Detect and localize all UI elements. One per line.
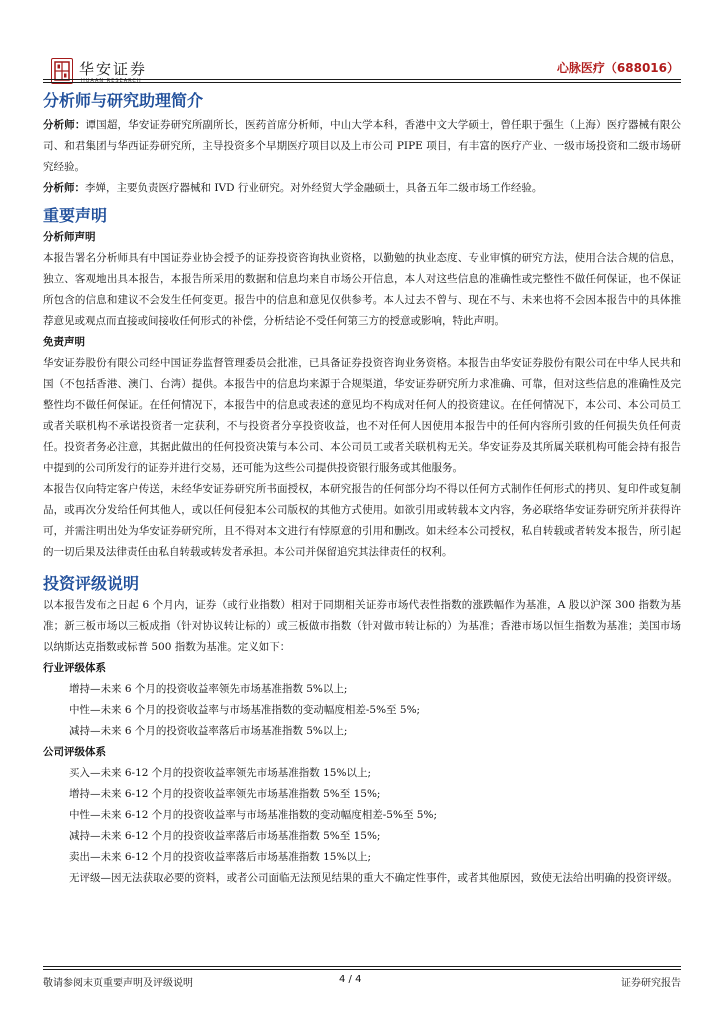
footer-rule-thin bbox=[43, 969, 681, 970]
report-type: 证券研究报告 bbox=[621, 978, 681, 989]
norating-prefix: 无评级— bbox=[69, 872, 111, 884]
rating-item: 卖出—未来 6-12 个月的投资收益率落后市场基准指数 15%以上; bbox=[69, 851, 371, 863]
rating-item: 减持—未来 6 个月的投资收益率落后市场基准指数 5%以上; bbox=[69, 725, 348, 737]
rating-item: 买入—未来 6-12 个月的投资收益率领先市场基准指数 15%以上; bbox=[69, 767, 371, 779]
page-body bbox=[43, 90, 681, 889]
analyst-bio bbox=[43, 178, 681, 199]
header-rule-thin bbox=[43, 82, 681, 83]
company-rating-list bbox=[43, 763, 681, 889]
disclaimer-section-title: 重要声明 bbox=[43, 206, 108, 225]
analyst-text: 李婵，主要负责医疗器械和 IVD 行业研究。对外经贸大学金融硕士，具备五年二级市场工作经验。 bbox=[85, 182, 543, 194]
analyst-statement-text: 本报告署名分析师具有中国证券业协会授予的证券投资咨询执业资格，以勤勉的执业态度、专业审慎的研究方法，使用合法合规的信息，独立、客观地出具本报告，本报告所采用的数据和信息均来自市场公开信息，本人对这些信息的准确性或完整性不做任何保证，也不保证所包含的信息和建议不会发生任何变更。报告中的信息和意见仅供参考。本人过去不曾与、现在不与、未来也将不会因本报告中的具体推荐意见或观点而直接或间接收任何形式的补偿，分析结论不受任何第三方的授意或影响，特此声明。 bbox=[43, 252, 681, 327]
company-rating-title: 公司评级体系 bbox=[43, 746, 106, 758]
exemption-title: 免责声明 bbox=[43, 336, 85, 348]
logo-text: 华安证券 bbox=[79, 60, 148, 78]
page-number: 4 / 4 bbox=[339, 974, 362, 985]
analysts-section-title: 分析师与研究助理简介 bbox=[43, 91, 204, 110]
analyst-label: 分析师： bbox=[43, 119, 86, 131]
page-footer bbox=[43, 966, 681, 996]
rating-item: 中性—未来 6 个月的投资收益率与市场基准指数的变动幅度相差-5%至 5%; bbox=[69, 704, 421, 716]
exemption-paragraph-1: 华安证券股份有限公司经中国证券监督管理委员会批准，已具备证券投资咨询业务资格。本报告由华安证券股份有限公司在中华人民共和国（不包括香港、澳门、台湾）提供。本报告中的信息均来源于合规渠道，华安证券研究所力求准确、可靠，但对这些信息的准确性及完整性均不做任何保证。在任何情况下，本报告中的信息或表述的意见均不构成对任何人的投资建议。在任何情况下，本公司、本公司员工或者关联机构不承诺投资者一定获利，不与投资者分享投资收益，也不对任何人因使用本报告中的任何内容所引致的任何损失负任何责任。投资者务必注意，其据此做出的任何投资决策与本公司、本公司员工或者关联机构无关。华安证券及其所属关联机构可能会持有报告中提到的公司所发行的证券并进行交易，还可能为这些公司提供投资银行服务或其他服务。 bbox=[43, 357, 681, 474]
rating-item: 中性—未来 6-12 个月的投资收益率与市场基准指数的变动幅度相差-5%至 5%; bbox=[69, 809, 438, 821]
logo-seal-icon bbox=[51, 58, 73, 84]
analyst-bio bbox=[43, 112, 681, 178]
analyst-label: 分析师： bbox=[43, 182, 85, 194]
footer-notice: 敬请参阅末页重要声明及评级说明 bbox=[43, 978, 193, 989]
industry-rating-title: 行业评级体系 bbox=[43, 662, 106, 674]
rating-item-norating bbox=[43, 868, 681, 889]
rating-item: 增持—未来 6-12 个月的投资收益率领先市场基准指数 5%至 15%; bbox=[69, 788, 381, 800]
norating-text: 因无法获取必要的资料，或者公司面临无法预见结果的重大不确定性事件，或者其他原因，致使无法给出明确的投资评级。 bbox=[111, 872, 678, 884]
exemption-paragraph-2: 本报告仅向特定客户传送，未经华安证券研究所书面授权，本研究报告的任何部分均不得以任何方式制作任何形式的拷贝、复印件或复制品，或再次分发给任何其他人，或以任何侵犯本公司版权的其他方式使用。如欲引用或转载本文内容，务必联络华安证券研究所并获得许可，并需注明出处为华安证券研究所，且不得对本文进行有悖原意的引用和删改。如未经本公司授权，私自转载或者转发本报告，所引起的一切后果及法律责任由私自转载或转发者承担。本公司并保留追究其法律责任的权利。 bbox=[43, 483, 681, 558]
ratings-section-title: 投资评级说明 bbox=[43, 574, 140, 593]
logo-subtext: HUAAN RESEARCH bbox=[81, 78, 142, 84]
analyst-text: 谭国超，华安证券研究所副所长，医药首席分析师，中山大学本科，香港中文大学硕士，曾任职于强生（上海）医疗器械有限公司、和君集团与华西证券研究所，主导投资多个早期医疗项目以及上市公司 PIPE 项目，有丰富的医疗产业、一级市场投资和二级市场研究经验。 bbox=[43, 119, 682, 173]
ratings-intro: 以本报告发布之日起 6 个月内，证券（或行业指数）相对于同期相关证券市场代表性指数的涨跌幅作为基准，A 股以沪深 300 指数为基准；新三板市场以三板成指（针对协议转让标的）或三板做市指数（针对做市转让标的）为基准；香港市场以恒生指数为基准；美国市场以纳斯达克指数或标普 500 指数为基准。定义如下： bbox=[43, 599, 681, 653]
rating-item: 减持—未来 6-12 个月的投资收益率落后市场基准指数 5%至 15%; bbox=[69, 830, 381, 842]
analyst-statement-title: 分析师声明 bbox=[43, 231, 96, 243]
footer-rule bbox=[43, 966, 681, 967]
header-rule bbox=[43, 79, 681, 80]
industry-rating-list bbox=[43, 679, 681, 742]
rating-item: 增持—未来 6 个月的投资收益率领先市场基准指数 5%以上; bbox=[69, 683, 348, 695]
company-ticker: 心脉医疗（688016） bbox=[556, 61, 679, 75]
page-header bbox=[43, 52, 681, 92]
